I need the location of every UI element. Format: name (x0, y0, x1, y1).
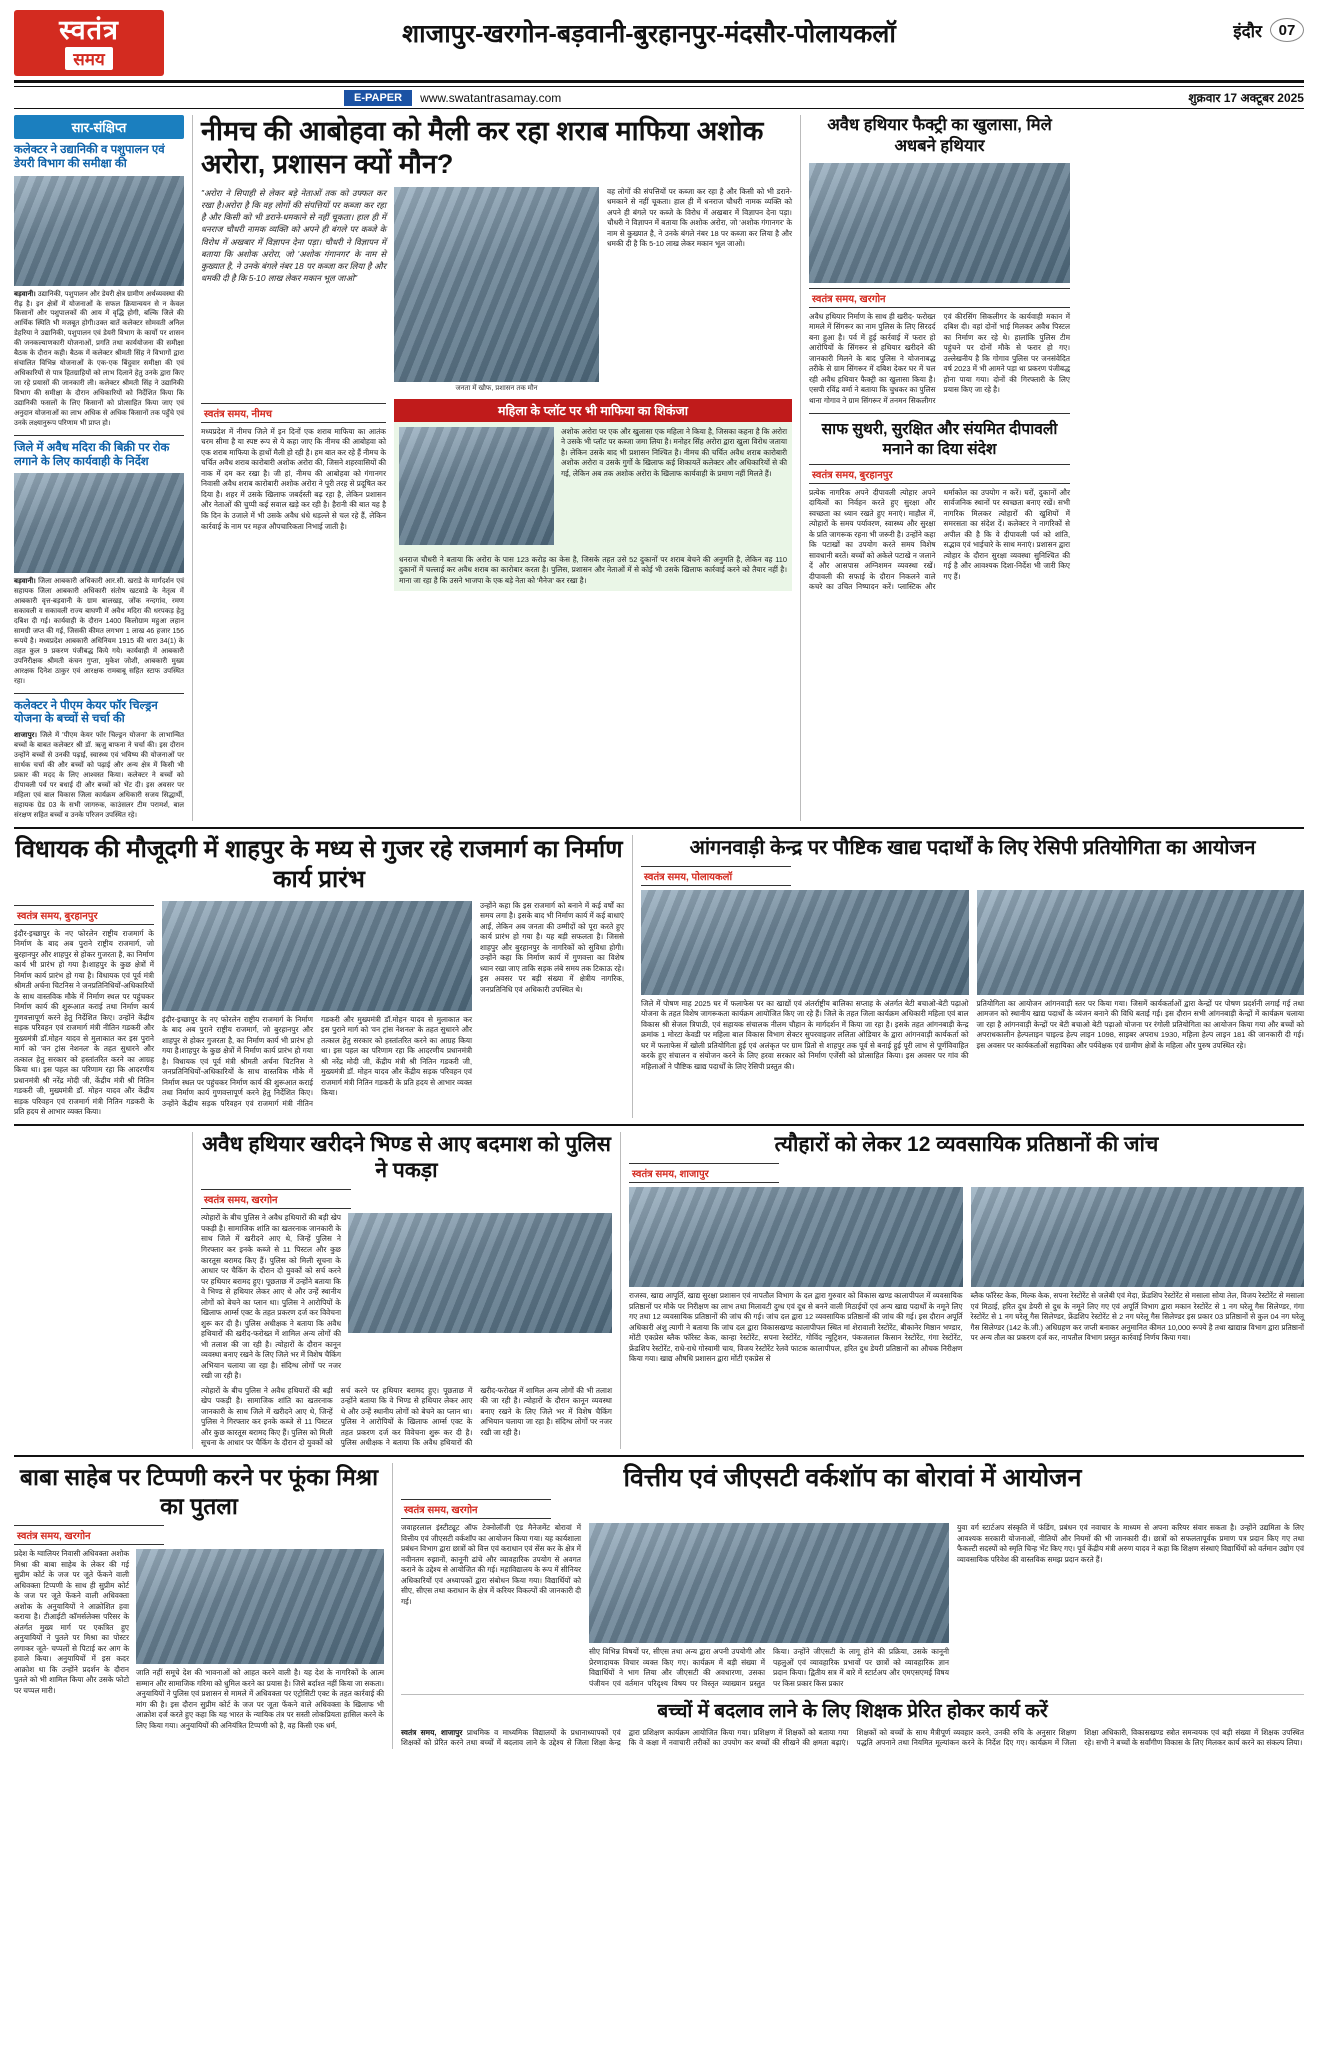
brief-2-headline[interactable]: जिले में अवैध मदिरा की बिक्री पर रोक लगाने के लिए कार्यवाही के निर्देश (14, 441, 170, 468)
story3-byline: स्वतंत्र समय, पोलायकलॉ (641, 866, 791, 886)
publication-date: शुक्रवार 17 अक्टूबर 2025 (1188, 91, 1304, 105)
third-left-spacer (14, 1132, 184, 1449)
epaper-badge[interactable]: E-PAPER (344, 90, 412, 106)
city-label: इंदौर (1233, 21, 1262, 41)
brief-3-headline[interactable]: कलेक्टर ने पीएम केयर फॉर चिल्ड्रन योजना के बच्चों से चर्चा की (14, 699, 158, 726)
story3-photo-2 (977, 890, 1305, 995)
story5-col1: राजस्व, खाद्य आपूर्ति, खाद्य सुरक्षा प्रशासन एवं नापतौल विभाग के दल द्वारा गुरुवार को विकास खण्ड कालापीपल में व्यवसायिक प्रतिष्ठानों पर मौके पर निरीक्षण का लाभ तथा मिलावटी दुग्ध एवं दूध से बनने वाली मिठाईयों एवं अन्य खाद्य पदार्थों के नमूने लिए गए तथा 12 व्यवसायिक प्रतिष्ठानों की जांच की गई। जांच दल द्वारा 12 व्यवसायिक प्रतिष्ठानों की जांच की गई। इस दौरान अपूर्ति अधिकारी अंशु त्यागी ने बताया कि जांच दल द्वारा विकासखण्ड कालापीपल स्थित मां शेरावाली रेस्टोरेंट, बीकानेर मिष्ठान भण्डार, मोंटी एकप्रेस ब्लैक फॉरेस्ट केक, कान्हा रेस्टोरेंट, सपना रेस्टोरेंट, गोविंद न्यूट्रिशन, पंकजलाल किसान रेस्टोरेंट, गंगा रेस्टोरेंट, फ्रेंडशिप रेस्टोरेंट, राधे-राधे गोस्वामी चाय, विजय रेस्टोरेंट रेलवे फाटक कालापीपल, हरित दुध डेयरी प्रतिष्ठानों का औचक निरीक्षण किया गया। खाद्य औषधि प्रशासन द्वारा मोंटी एकप्रेस से (629, 1291, 963, 1364)
bottom1-byline: स्वतंत्र समय, खरगोन (14, 1525, 164, 1545)
bottom-section (14, 1463, 1304, 1749)
brief-2-photo (14, 473, 184, 573)
main-photo-caption: जनता में खौफ, प्रशासन तक मौन (455, 384, 538, 392)
subbox-title: महिला के प्लॉट पर भी माफिया का शिकंजा (394, 399, 792, 422)
top-section (14, 115, 1304, 821)
main-body-2: वह लोगों की संपत्तियों पर कब्जा कर रहा है और किसी को भी डराने-धमकाने से नहीं चूकता। हाल ही में धनराज चौधरी नामक व्यक्ति को अपने ही बंगले पर कब्जे के विरोध में अखबार में विज्ञापन देना पड़ा। चौधरी ने विज्ञापन में बताया कि अशोक अरोरा, जो 'अशोक गंगानगर' के नाम से कुख्यात है, ने उनके बंगले नंबर 18 पर कब्जा कर लिया है और धमकी दी है कि 5-10 लाख लेकर मकान भूल जाओ। (607, 186, 792, 249)
brief-item-2 (14, 442, 184, 687)
edition-title: शाजापुर-खरगोन-बड़वानी-बुरहानपुर-मंदसौर-पोलायकलॉ (402, 20, 896, 48)
masthead-center (174, 10, 1124, 50)
main-byline: स्वतंत्र समय, नीमच (201, 403, 386, 423)
story5-byline: स्वतंत्र समय, शाजापुर (629, 1163, 779, 1183)
right-story-2-text: प्रत्येक नागरिक अपने दीपावली त्योहार अपने दायित्वों का निर्वहन करते हुए सुरक्षा और स्वच्छता का ध्यान रखते हुए मनाएं। माहौल में, त्योहारों के समय पर्यावरण, स्वास्थ्य और सुरक्षा के प्रति जागरूक रहना भी जरूरी है। उन्होंने कहा कि पटाखों का उपयोग करते समय विशेष सावधानी बरतें। बच्चों को अकेले पटाखे न जलाने दें और आसपास अग्निशमन व्यवस्था रखें। दीपावली की सफाई के दौरान निकलने वाले कचरे का उचित निष्पादन करें। प्लास्टिक और थर्माकोल का उपयोग न करें। घरों, दुकानों और सार्वजनिक स्थानों पर स्वच्छता बनाए रखें। सभी नागरिक मिलकर त्योहारों की खुशियों में समरसता का संदेश दें। कलेक्टर ने नागरिकों से अपील की है कि वे दीपावली पर्व को शांति, सद्भाव एवं भाईचारे के साथ मनाएं। प्रशासन द्वारा त्योहार के दौरान सुरक्षा व्यवस्था सुनिश्चित की गई है और आवश्यक दिशा-निर्देश भी जारी किए गए हैं। (809, 487, 1070, 592)
brief-1-headline[interactable]: कलेक्टर ने उद्यानिकी व पशुपालन एवं डेयरी विभाग की समीक्षा की (14, 144, 165, 170)
story5-col2: ब्लैक फॉरेस्ट केक, मिल्क केक, सपना रेस्टोरेंट से जलेबी एवं मेदा, फ्रेंडशिप रेस्टोरेंट से मसाला सोया तेल, विजय रेस्टोरेंट से मसाला एवं मिठाई, हरित दुध डेयरी से दुध के नमूने लिए गए एवं अपूर्ति विभाग द्वारा मकान रेस्टोरेंट से 1 नग घरेलू गैस सिलेण्डर, गंगा रेस्टोरेंट से 1 नग घरेलू गैस सिलेण्डर, फ्रेंडशिप रेस्टोरेंट से 2 नग घरेलू गैस सिलेण्डर इस प्रकार 03 प्रतिष्ठानों से कुल 04 नग घरेलू गैस सिलेण्डर (142 के.जी.) अधिग्रहण कर जप्ती बनाकर अनुमानित कीमत 10,000 रूपये है तथा खाद्यान्न विभाग द्वारा प्रतिष्ठानों पर अन्य तौल का प्रकरण दर्ज कर, नापतौल विभाग प्रस्तुत कार्रवाई निर्णय किया गया। (970, 1291, 1304, 1343)
masthead (14, 10, 1304, 83)
main-headline[interactable]: नीमच की आबोहवा को मैली कर रहा शराब माफिया अशोक अरोरा, प्रशासन क्यों मौन? (201, 116, 764, 179)
bottom2-headline[interactable]: वित्तीय एवं जीएसटी वर्कशॉप का बोरावां में आयोजन (623, 1463, 1082, 1492)
story2-photo (162, 901, 472, 1011)
newspaper-logo (14, 10, 164, 76)
story3-headline[interactable]: आंगनवाड़ी केन्द्र पर पौष्टिक खाद्य पदार्थों के लिए रेसिपी प्रतियोगिता का आयोजन (689, 836, 1256, 859)
story4-photo (348, 1213, 612, 1333)
bottom2-col1: जवाहरलाल इंस्टीट्यूट ऑफ टेक्नोलॉजी एंड मैनेजमेंट बोरावां में वित्तीय एवं जीएसटी वर्कशॉप का आयोजन किया गया। यह कार्यशाला प्रबंधन विभाग द्वारा छात्रों को वित्त एवं कराधान एवं सेंस कर के क्षेत्र में नवीनतम रुझानों, कानूनी ढांचे और व्यावहारिक उपयोग से अवगत कराने के उद्देश्य से आयोजित की गई। महाविद्यालय के रूप में सीनियर अधिकारियों एवं अध्यापकों द्वारा संबोधन किया गया। विद्यार्थियों को सीए, सीएस तथा कराधान के क्षेत्र में करियर विकल्पों की जानकारी दी गई। (401, 1523, 581, 1606)
bottom-story-1 (14, 1463, 384, 1749)
story5-photo-1 (629, 1187, 963, 1287)
mid-story-3 (632, 835, 1304, 1118)
bottom1-headline[interactable]: बाबा साहेब पर टिप्पणी करने पर फूंका मिश्रा का पुतला (19, 1463, 379, 1519)
story2-headline[interactable]: विधायक की मौजूदगी में शाहपुर के मध्य से गुजर रहे राजमार्ग का निर्माण कार्य प्रारंभ (15, 835, 623, 893)
main-story-photo (394, 187, 599, 382)
brief-2-text: बड़वानी। जिला आबकारी अधिकारी आर.सी. खराडे के मार्गदर्शन एवं सहायक जिला आबकारी अधिकारी संतोष खटवाडे के नेतृत्व में आबकारी वृत्त-बड़वानी के ग्राम बालखड़, जोंक नन्दगांव, रमण सकावली व सकावली राज्य बाघणी में अवैध मदिरा की धरपकड़ हेतु दबिश दी गई। कार्यवाही के दौरान 1400 किलोग्राम महुआ लहान सामग्री जप्त की गई, जिसकी कीमत लगभग 1 लाख 46 हजार 156 रूपये है। मध्यप्रदेश आबकारी अधिनियम 1915 की धारा 34(1) के तहत कुल 9 प्रकरण पंजीबद्ध किये गये। कार्यवाही में आबकारी उपनिरीक्षक श्रीमती कंचन गुप्ता, मुकेश जोशी, आबकारी मुख्य आरक्षक दिनेश ठाकुर एवं आरक्षक रामबाबू सहित स्टाफ उपस्थित रहा। (14, 578, 184, 685)
story3-photo-1 (641, 890, 969, 995)
main-body-3: धनराज चौधरी ने बताया कि अरोरा के पास 123 करोड़ का केस है, जिसके तहत उसे 52 दुकानों पर शराब बेचने की अनुमति है, लेकिन वह 110 दुकानों में चल्लाई कर अवैध शराब का कारोबार करता है। पुलिस, प्रशासन और नेताओं में से कोई भी उसके खिलाफ कार्रवाई करने को तैयार नहीं है। माना जा रहा है कि उसने भाजपा के एक बड़े नेता को 'मैनेज' कर रखा है। (394, 550, 792, 592)
story5-headline[interactable]: त्यौहारों को लेकर 12 व्यवसायिक प्रतिष्ठानों की जांच (774, 1132, 1159, 1156)
bottom-banner (401, 1700, 1304, 1749)
mid-story-2 (14, 835, 624, 1118)
story2-col1: इंदौर-इच्छापुर के नए फोरलेन राष्ट्रीय राजमार्ग के निर्माण के बाद अब पुराने राष्ट्रीय राजमार्ग, जो बुरहानपुर और शाहपुर से होकर गुजरता है, का निर्माण कार्य भी प्रारंभ हो गया है।शाहपुर के कुछ क्षेत्रों में निर्माण कार्य प्रारंभ हो गया है। विधायक एवं पूर्व मंत्री श्रीमती अर्चना चिटनिस ने जनप्रतिनिधियों-अधिकारियों के साथ वास्तविक मौके में निर्माण स्थल पर पहुंचकर निर्माण कार्य की शुरूआत कराई तथा निर्माण कार्य गुणवत्तापूर्ण करने हेतु निर्देशित किए। उन्होंने केंद्रीय सड़क परिवहन एवं राजमार्ग मंत्री नीतिन गडकरी और मुख्यमंत्री डॉ.मोहन यादव से मुलाकात कर इस पुराने मार्ग को 'वन ट्रांस नेशनल' के तहत सुधारने और तत्काल हेतु सरकार को हस्तांतरित करने का आग्रह किया था। इस पहल का परिणाम रहा कि आदरणीय प्रधानमंत्री श्री नरेंद्र मोदी जी, केंद्रीय मंत्री श्री नितिन गडकरी जी, मुख्यमंत्री डॉ. मोहन यादव और केंद्रीय सड़क परिवहन एवं राजमार्ग मंत्री नितिन गडकरी के प्रति हदय से आभार व्यक्त किया। (14, 928, 154, 1117)
bottom1-col1: प्रदेश के ग्वालियर निवासी अधिवक्ता अशोक मिश्रा की बाबा साहेब के लेकर की गई सुप्रीम कोर्ट के जज पर जूते फेंकने वाली अधिवक्ता टिप्पणी के साथ ही सुप्रीम कोर्ट के जज पर जूते फेंकने वाली अधिवक्ता अशोक के अनुयायियों ने आक्रोशित हवा कराया है। टीआईटी कॉमर्सलेक्स परिसर के अंतर्गत मुख्य मार्ग पर एकत्रित हुए अनुयायियों ने पुतले पर मिश्रा का पोस्टर लगाकर जूते- चप्पलों से पिटाई कर आग के हवाले किया। अनुयायियों में इस कदर आक्रोश था कि उन्होंने प्रदर्शन के दौरान पुतले को भी शामिल किया और उसके फोटो पर चप्पल मारी। (14, 1549, 129, 1695)
subbox-photo (399, 427, 554, 545)
website-url[interactable]: www.swatantrasamay.com (420, 90, 562, 105)
brief-item-1 (14, 144, 184, 429)
bottom-story-2 (392, 1463, 1304, 1749)
brief-3-text: शाजापुर। जिले में 'पीएम केयर फॉर चिल्ड्रन योजना' के लाभान्वित बच्चों के बाबत कलेक्टर श्री डॉ. ऋजु बाफना ने चर्चा की। इस दौरान उन्होंने बच्चों से उनकी पढ़ाई, स्वास्थ्य एवं भविष्य की योजनाओं पर सार्थक चर्चा की और बच्चों को पढ़ाई और अन्य क्षेत्र में किसी भी प्रकार की मदद के लिए आश्वस्त किया। कलेक्टर ने बच्चों को दीपावली पर्व पर बधाई दी और बच्चों को भेंट दी। इस अवसर पर महिला एवं बाल विकास जिला कार्यक्रम अधिकारी सजय सिद्धार्थी, सहायक ग्रेड 03 के सभी जागरुक, काउंसलर टीम परामर्श, बाल संरक्षण सहित बच्चों व उनके परिजन उपस्थित रहे। (14, 732, 184, 819)
bottom2-byline: स्वतंत्र समय, खरगोन (401, 1499, 551, 1519)
brief-item-3 (14, 700, 184, 821)
right-story-1-text: अवैध हथियार निर्माण के साथ ही खरीद- फरोख्त मामले में सिंगरूर का नाम पुलिस के लिए सिरदर्द बना हुआ है। पर्व में हुई कार्रवाई में फरार हो आरोपियों के सिंगरूर से हथियार खरीदने की जानकारी मिलने के बाद पुलिस ने योजनाबद्ध तरीके से ग्राम सिंगरूर में दबिश देकर घर में चल रही अवैध हथियार फैक्ट्री का खुलासा किया है। एसपी रविंद्र वर्मा ने बताया कि चुधकर का पुलिस थाना गोगाव ने ग्राम सिंगरूर में तनमन सिकलीगर एवं कीरसिंग सिकलीगर के कार्यवाही मकान में दबिश दी। वहां दोनों भाई मिलकर अवैध पिस्टल का निर्माण कर रहे थे। हालांकि पुलिस टीम पहुंचने पर दोनों मौके से फरार हो गए। उल्लेखनीय है कि गोगाव पुलिस पर जनसंवेदित वर्ष 2023 में भी आमने पड़ा था प्रकरण पंजीबद्ध होना पाया गया। दोनों की गिरफ्तारी के लिए प्रयास किए जा रहे है। (809, 311, 1070, 405)
right-story-2-headline[interactable]: साफ सुथरी, सुरक्षित और संयमित दीपावली मनाने का दिया संदेश (821, 420, 1058, 458)
bottom1-col2: जाति नहीं समूचे देश की भावनाओं को आहत करने वाली है। यह देश के नागरिकों के आत्म सम्मान और सामाजिक गरिमा को धुमिल करने का प्रयास है। जिसे बर्दाश्त नहीं किया जा सकता। अनुयायियों ने पुलिस एवं प्रशासन से मामले में अधिवक्ता पर एट्रोसिटी एक्ट के तहत कार्रवाई की मांग की है। इस दौरान सुप्रीम कोर्ट के जज पर जूता फेंकने वाले अधिवक्ता के खिलाफ भी आक्रोश दर्ज करते हुए कहा कि यह भारत के न्यायिक तंत्र पर सस्ती लोकप्रियता हासिल करने के लिए किया गया। अनुयायियों की अनियंत्रित टिप्पणी को है, वह किसी एक धर्म, (136, 1668, 384, 1730)
masthead-right (1134, 10, 1304, 42)
third-section (14, 1132, 1304, 1449)
main-story (192, 115, 792, 821)
banner-text: स्वतंत्र समय, शाजापुर प्राथमिक व माध्यमिक विद्यालयों के प्रधानाध्यापकों एवं शिक्षकों को प्रेरित करने तथा बच्चों में बदलाव लाने के उद्देश्य से जिला शिक्षा केन्द्र द्वारा प्रशिक्षण कार्यक्रम आयोजित किया गया। प्रशिक्षण में शिक्षकों को बताया गया कि वे कक्षा में नवाचारी तरीकों का उपयोग कर बच्चों की सीखने की क्षमता बढ़ाएं। शिक्षकों को बच्चों के साथ मैत्रीपूर्ण व्यवहार करने, उनकी रुचि के अनुसार शिक्षण पद्धति अपनाने तथा नियमित मूल्यांकन करने के निर्देश दिए गए। कार्यक्रम में जिला शिक्षा अधिकारी, विकासखण्ड स्त्रोत समन्वयक एवं बड़ी संख्या में शिक्षक उपस्थित रहे। सभी ने बच्चों के सर्वांगीण विकास के लिए मिलकर कार्य करने का संकल्प लिया। (401, 1727, 1304, 1748)
right-column (800, 115, 1070, 821)
banner-headline[interactable]: बच्चों में बदलाव लाने के लिए शिक्षक प्रेरित होकर कार्य करें (657, 1701, 1048, 1723)
story4-byline: स्वतंत्र समय, खरगोन (201, 1189, 351, 1209)
story2-byline: स्वतंत्र समय, बुरहानपुर (14, 905, 154, 925)
main-pullquote: "अरोरा ने सिपाही से लेकर बड़े नेताओं तक को उफ्फत कर रखा है।अरोरा है कि वह लोगों की संपत्तियों पर कब्जा कर रहा है और किसी को भी डराने-धमकाने से नहीं चूकता। हाल ही में धनराज चौधरी नामक व्यक्ति को अपने ही बंगले पर कब्जे के विरोध में अखबार में विज्ञापन देना पड़ा। चौधरी ने विज्ञापन में बताया कि अशोक अरोरा, जो 'अशोक गंगानगर' के नाम से कुख्यात है, ने उनके बंगले नंबर 18 पर कब्जा कर लिया है और धमकी दी है कि 5-10 लाख लेकर मकान भूल जाओ" (201, 187, 386, 284)
bottom2-col2: सीए विभिन्न विषयों पर, सीएस तथा अन्य द्वारा अपनी उपयोगी और प्रेरणादायक विचार व्यक्त किए गए। कार्यक्रम में बड़ी संख्या में विद्यार्थियों ने भाग लिया और जीएसटी की अवधारणा, उसका पंजीयन एवं वर्तमान परिदृश्य विषय पर विस्तृत व्याख्यान प्रस्तुत किया। उन्होंने जीएसटी के लागू होने की प्रक्रिया, उसके कानूनी पहलुओं एवं व्यावहारिक प्रभावों पर छात्रों को व्यावहारिक ज्ञान प्रदान किया। द्वितीय सत्र में बारे में स्टार्टअप और एमएसएमई विषय पर किस प्रकार किस प्रकार (589, 1647, 949, 1688)
right-story-1-headline[interactable]: अवैध हथियार फैक्ट्री का खुलासा, मिले अधबने हथियार (827, 116, 1052, 156)
bottom2-col3: युवा वर्ग स्टार्टअप संस्कृति में फंडिंग, प्रबंधन एवं नवाचार के माध्यम से अपना करियर संवार सकता है। उन्होंने उद्यमिता के लिए आवश्यक सरकारी योजनाओं, नीतियों और नियमों की भी जानकारी दी। छात्रों को सफलतापूर्वक प्रमाण पत्र प्रदान किए गए तथा फैकल्टी सदस्यों को स्मृति चिन्ह भेंट किए गए। पूर्व केंद्रीय मंत्री अरुण यादव ने कहा कि शिक्षण संस्थाएं विद्यार्थियों को वर्तमान उद्योग एवं व्यावसायिक परिवेश की वास्तविक समझ प्रदान करते हैं। (957, 1523, 1304, 1564)
logo-main-text: स्वतंत्र (59, 14, 119, 45)
story4-headline[interactable]: अवैध हथियार खरीदने भिण्ड से आए बदमाश को पुलिस ने पकड़ा (201, 1132, 611, 1183)
second-section (14, 835, 1304, 1118)
story3-col2: प्रतियोगिता का आयोजन आंगनवाड़ी स्तर पर किया गया। जिसमें कार्यकर्ताओं द्वारा केन्द्रों पर पोषण प्रदर्शनी लगाई गई तथा आमजन को स्थानीय खाद्य पदार्थों के व्यंजन बनाने की विधि बताई गई। इस दौरान सभी आंगनबाड़ी केन्द्रों में कार्यक्रम चलाया जा रहा है आंगनवाड़ी केन्द्रों पर बेटी बचाओ बेटी पढ़ाओ योजना पर रंगोली प्रतियोगिता का आयोजन किया गया और बच्चों को अपराधकालीन हेल्पलाइन चाइल्ड हेल्प लाइन 1098, साइबर अपराध 1930, महिला हेल्प लाइन 181 की जानकारी दी गई। इस अवसर पर कार्यकर्ताओं सहायिका और पर्यवेक्षक एवं ग्रामीण क्षेत्रों के महिला और पुरुष उपस्थित रहे। (976, 998, 1304, 1050)
story4-text-b: त्योहारों के बीच पुलिस ने अवैध हथियारों की बड़ी खेप पकड़ी है। सामाजिक शांति का खतरनाक जानकारी के साथ जिले में खरीदने आए थे, जिन्हें पुलिस ने गिरफ्तार कर इनके कब्जे से 11 पिस्टल और कुछ कारतूस बरामद किए हैं। पुलिस को मिली सूचना के आधार पर चैकिंग के दौरान दो युवकों को सर्च करने पर हथियार बरामद हुए। पूछताछ में उन्होंने बताया कि वे भिण्ड से हथियार लेकर आए थे और उन्हें स्थानीय लोगों को बेचने का प्लान था। पुलिस ने आरोपियों के खिलाफ आर्म्स एक्ट के तहत प्रकरण दर्ज कर विवेचना शुरू कर दी है। पुलिस अधीक्षक ने बताया कि अवैध हथियारों की खरीद-फरोख्त में शामिल अन्य लोगों की भी तलाश की जा रही है। त्योहारों के दौरान कानून व्यवस्था बनाए रखने के लिए जिले भर में विशेष चैकिंग अभियान चलाया जा रहा है। संदिग्ध लोगों पर नजर रखी जा रही है। (201, 1385, 612, 1448)
section-header-saar: सार-संक्षिप्त (14, 115, 184, 139)
bottom2-photo (589, 1523, 949, 1643)
story3-col1: जिले में पोषण माह 2025 घर में फलाफेस पर का खाद्यों एवं अंतर्राष्ट्रीय बालिका सप्ताह के अंतर्गत बेटी बचाओ-बेटी पढ़ाओ योजना के तहत विशेष जागरूकता कार्यक्रम आयोजित किए जा रहे हैं। जिले के तहत जिला कार्यक्रम अधिकारी महिला एवं बाल विकास श्री सेजल त्रिपाठी, एवं सहायक संचालक नीलम चौहान के मार्गदर्शन में किया जा रहा है। इसके तहत आंगनबाड़ी केन्द्र क्रमांक 1 मोरटा केवडी पर महिला बाल विकास विभाग सेक्टर सुपरवाइजर ललिता ओडियार के द्वारा आंगनवाड़ी कार्यकर्ता को घर में फलाफेस में खोली प्रतियोगिता हुई एवं अलंकृत पर ग्राम प्रितो से शाहपुर तक पूर्व से बनाई हुई पूरी लाभ से पूर्णविवाहित करके हुए संचालन व संयोजन करने के लिए हरवा सरकार को निर्माण एजेंसी को प्रोत्साहित किया। इस अवसर पर गांव की महिलाओं ने पौष्टिक खाद्य पदार्थों के लिए रेसिपी प्रस्तुत की। (641, 998, 969, 1071)
mid-story-5 (620, 1132, 1304, 1449)
bottom1-photo (136, 1549, 384, 1664)
story2-col2: उन्होंने कहा कि इस राजमार्ग को बनाने में कई वर्षों का समय लगा है। इसके बाद भी निर्माण कार्य में कई बाधाएं आईं, लेकिन अब जनता की उम्मीदों को पूरा करते हुए कार्य प्रारंभ हो गया है। यह बड़ी सफलता है। जिससे शाहपुर और बुरहानपुर के नागरिकों को सुविधा होगी। उन्होंने कहा कि निर्माण कार्य में गुणवत्ता का विशेष ध्यान रखा जाए ताकि सड़क लंबे समय तक टिकाऊ रहे। इस अवसर पर बड़ी संख्या में क्षेत्रीय नागरिक, जनप्रतिनिधि एवं अधिकारी उपस्थित थे। (480, 900, 624, 994)
subbox-text: अशोक अरोरा पर एक और खुलासा एक महिला ने किया है, जिसका कहना है कि अरोरा ने उसके भी प्लॉट पर कब्जा जमा लिया है। मनोहर सिंह अरोरा द्वारा खुला विरोध जताया है। लेकिन उसके बाद भी प्रशासन निश्चित है। नीमच की चर्चित अवैध शराब कारोबारी अशोक अरोरा व उसके गुर्गो के खिलाफ कई शिकायतें कलेक्टर और अधिकारियों से की गई, लेकिन अब तक अशोक अरोरा के खिलाफ कार्यवाही के प्रमाण नहीं मिलते हैं। (561, 426, 787, 478)
main-body-1: मध्यप्रदेश में नीमच जिले में इन दिनों एक शराब माफिया का आतंक चरम सीमा है या स्पष्ट रूप से ये कहा जाए कि नीमच की आबोहवा को एक शराब माफिया के हाथों मैली हो रही है। हम बात कर रहे हैं नीमच के चर्चित अवैध शराब कारोबारी अशोक अरोरा की, जिसने शहरवासियों की नाक में दम कर रखा है। जी हां, नीमच की आबोहवा को गंगानगर निवासी अवैध शराब कारोबारी अशोक अरोरा ने पूरी तरह से प्रदूषित कर दिया है। शहर में उसके खिलाफ जबर्दस्ती बढ़ रहा है, लेकिन प्रशासन और नेताओं की चुप्पी कई सवाल खड़े कर रही है। हैरानी की बात यह है कि दिन के उजाले में भी उसके अवैध धंधे धड़ल्ले से चल रहे हैं, लेकिन कार्रवाई के नाम पर महज औपचारिकता निभाई जाती है। (201, 426, 386, 531)
story4-text-a: त्योहारों के बीच पुलिस ने अवैध हथियारों की बड़ी खेप पकड़ी है। सामाजिक शांति का खतरनाक जानकारी के साथ जिले में खरीदने आए थे, जिन्हें पुलिस ने गिरफ्तार कर इनके कब्जे से 11 पिस्टल और कुछ कारतूस बरामद किए हैं। पुलिस को मिली सूचना के आधार पर चैकिंग के दौरान दो युवकों को सर्च करने पर हथियार बरामद हुए। पूछताछ में उन्होंने बताया कि वे भिण्ड से हथियार लेकर आए थे और उन्हें स्थानीय लोगों को बेचने का प्लान था। पुलिस ने आरोपियों के खिलाफ आर्म्स एक्ट के तहत प्रकरण दर्ज कर विवेचना शुरू कर दी है। पुलिस अधीक्षक ने बताया कि अवैध हथियारों की खरीद-फरोख्त में शामिल अन्य लोगों की भी तलाश की जा रही है। त्योहारों के दौरान कानून व्यवस्था बनाए रखने के लिए जिले भर में विशेष चैकिंग अभियान चलाया जा रहा है। संदिग्ध लोगों पर नजर रखी जा रही है। (201, 1213, 341, 1381)
right-story-1-byline: स्वतंत्र समय, खरगोन (809, 288, 1070, 308)
page-number: 07 (1270, 18, 1304, 42)
mid-story-4 (192, 1132, 612, 1449)
brief-1-text: बड़वानी। उद्यानिकी, पशुपालन और डेयरी क्षेत्र ग्रामीण अर्थव्यवस्था की रीढ़ है। इन क्षेत्रों में योजनाओं के सफल क्रियान्वयन से न केवल किसानों और पशुपालकों की आय में वृद्धि होगी, बल्कि जिले की आर्थिक स्थिति भी मजबूत होगी।उक्त बातें कलेक्टर सोमवती अनिल डेहरिया ने उद्यानिकी, पशुपालन एवं डेयरी विभाग के कार्यो पर शासन की जनकल्याणकारी योजनाओं, प्रगति तथा कार्ययोजना की समीक्षा बैठक के दौरान कही। बैठक में कलेक्टर श्रीमती सिंह ने विभागों द्वारा संचालित विभिन्न योजनाओं के एक-एक बिंदुवार समीक्षा की एवं अधिकारियों से पात्र हितग्राहियों को लाभ दिलाने हेतु उनके द्वारा किए जा रहे प्रयासों की जानकारी ली। कलेक्टर श्रीमती सिंह ने उद्यानिकी विभाग की समीक्षा के दौरान अधिकारियों को निर्देशित किया कि उद्यानिकी फसलों के लिए किसानों को प्रोत्साहित किया जाए एवं अनुदान योजनाओं का लाभ अधिक से अधिक किसानों तक पहुँचे एवं उनके लक्ष्यानुरूप परिणाम भी प्राप्त हो। (14, 290, 184, 427)
story5-photo-2 (971, 1187, 1305, 1287)
masthead-infobar (14, 86, 1304, 109)
right-story-2-byline: स्वतंत्र समय, बुरहानपुर (809, 464, 1070, 484)
left-column (14, 115, 184, 821)
brief-1-photo (14, 176, 184, 286)
right-story-1-photo (809, 163, 1070, 283)
story2-col1-cont: इंदौर-इच्छापुर के नए फोरलेन राष्ट्रीय राजमार्ग के निर्माण के बाद अब पुराने राष्ट्रीय राजमार्ग, जो बुरहानपुर और शाहपुर से होकर गुजरता है, का निर्माण कार्य भी प्रारंभ हो गया है।शाहपुर के कुछ क्षेत्रों में निर्माण कार्य प्रारंभ हो गया है। विधायक एवं पूर्व मंत्री श्रीमती अर्चना चिटनिस ने जनप्रतिनिधियों-अधिकारियों के साथ वास्तविक मौके में निर्माण स्थल पर पहुंचकर निर्माण कार्य की शुरूआत कराई तथा निर्माण कार्य गुणवत्तापूर्ण करने हेतु निर्देशित किए। उन्होंने केंद्रीय सड़क परिवहन एवं राजमार्ग मंत्री नीतिन गडकरी और मुख्यमंत्री डॉ.मोहन यादव से मुलाकात कर इस पुराने मार्ग को 'वन ट्रांस नेशनल' के तहत सुधारने और तत्काल हेतु सरकार को हस्तांतरित करने का आग्रह किया था। इस पहल का परिणाम रहा कि आदरणीय प्रधानमंत्री श्री नरेंद्र मोदी जी, केंद्रीय मंत्री श्री नितिन गडकरी जी, मुख्यमंत्री डॉ. मोहन यादव और केंद्रीय सड़क परिवहन एवं राजमार्ग मंत्री नितिन गडकरी के प्रति हदय से आभार व्यक्त किया। (162, 1014, 472, 1108)
logo-sub-text: समय (65, 47, 113, 70)
